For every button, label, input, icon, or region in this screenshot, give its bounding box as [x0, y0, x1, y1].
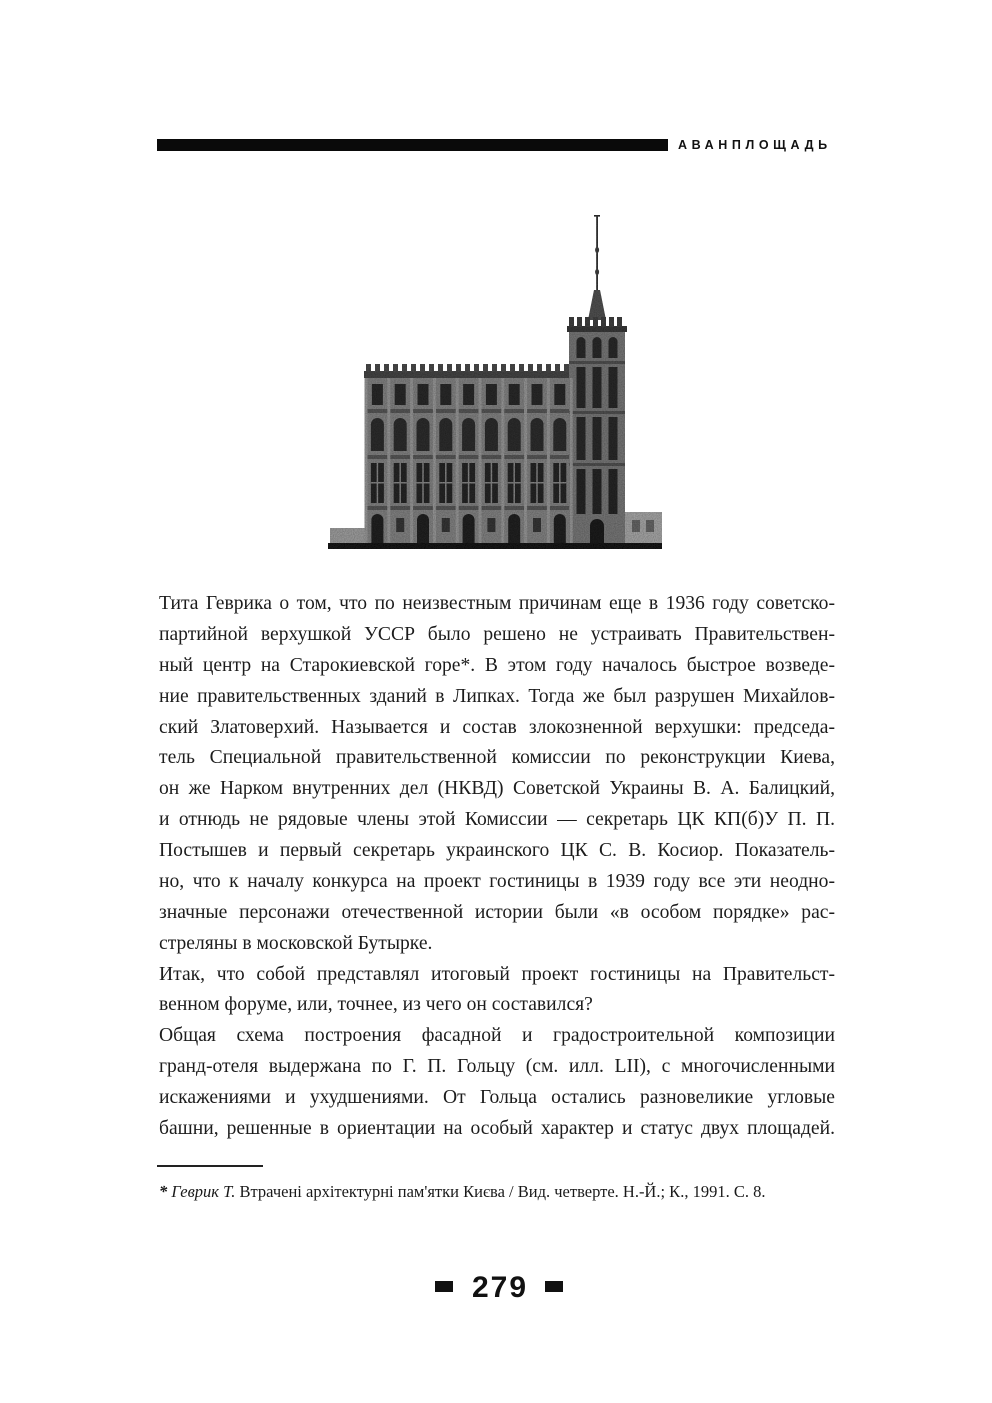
ground-window	[396, 518, 404, 532]
ground-line	[328, 543, 662, 549]
building-elevation-illustration	[320, 205, 670, 555]
pilaster	[365, 378, 368, 543]
body-text	[159, 589, 835, 1145]
tower-string-course	[569, 463, 625, 466]
main-merlon	[465, 364, 470, 372]
text-line: ский Златоверхий. Называется и состав злокозненной верхушки: председа-	[159, 716, 835, 738]
window-transom	[553, 482, 566, 484]
tower-string-course	[569, 411, 625, 414]
text-line: стреляны в московской Бутырке.	[159, 932, 433, 954]
tower-portal	[590, 519, 604, 543]
spire-base	[588, 290, 606, 320]
tower-window	[609, 417, 618, 460]
main-merlon	[366, 364, 371, 372]
window-upper	[395, 384, 406, 405]
text-line: гранд-отеля выдержана по Г. П. Гольцу (см. илл. LII), с многочисленными	[159, 1056, 835, 1078]
window-upper	[532, 384, 543, 405]
text-line: тель Специальной правительственной комиссии по реконструкции Киева,	[159, 747, 835, 769]
ground-window	[442, 518, 450, 532]
main-string-course	[366, 506, 571, 510]
text-line: ный центр на Старокиевской горе*. В этом году началось быстрое возведе-	[159, 654, 835, 676]
main-merlon	[429, 364, 434, 372]
text-line: искажениями и ухудшениями. От Гольца остались разновеликие угловые	[159, 1087, 835, 1108]
page-number: 279	[472, 1271, 529, 1304]
left-low-wall	[330, 528, 368, 544]
text-line: значные персонажи отечественной истории были «в особом порядке» рас-	[159, 901, 835, 923]
text-line: Постышев и первый секретарь украинского ЦК С. В. Косиор. Показатель-	[159, 840, 835, 861]
ground-arch	[371, 514, 383, 543]
main-merlon	[420, 364, 425, 372]
tower-merlon	[601, 317, 606, 327]
paragraph	[159, 960, 835, 1022]
main-merlon	[474, 364, 479, 372]
ground-window	[533, 518, 541, 532]
folio-right-mark	[545, 1281, 563, 1292]
main-merlon	[546, 364, 551, 372]
main-merlon	[384, 364, 389, 372]
main-merlon	[537, 364, 542, 372]
tower-window-top	[609, 337, 618, 358]
main-merlon	[519, 364, 524, 372]
main-merlon	[393, 364, 398, 372]
pilaster	[501, 378, 504, 543]
window-transom	[417, 482, 430, 484]
main-merlon	[456, 364, 461, 372]
window-arched	[508, 418, 521, 451]
text-line: венном форуме, или, точнее, из чего он составился?	[159, 994, 593, 1016]
tower-window	[593, 417, 602, 460]
footnote-rule	[157, 1165, 263, 1167]
main-string-course	[366, 455, 571, 459]
window-upper	[509, 384, 520, 405]
window-arched	[553, 418, 566, 451]
main-merlon	[483, 364, 488, 372]
main-merlon	[375, 364, 380, 372]
tower-merlon	[617, 317, 622, 327]
annex-opening	[646, 520, 654, 532]
window-upper	[418, 384, 429, 405]
tower-window-top	[593, 337, 602, 358]
window-upper	[486, 384, 497, 405]
pilaster	[433, 378, 436, 543]
main-merlon	[438, 364, 443, 372]
text-line: партийной верхушкой УССР было решено не устраивать Правительствен-	[159, 623, 835, 645]
text-line: ние правительственных зданий в Липках. Тогда же был разрушен Михайлов-	[159, 685, 835, 707]
ground-arch	[508, 514, 520, 543]
main-string-course	[366, 409, 571, 413]
main-merlon	[501, 364, 506, 372]
window-transom	[485, 482, 498, 484]
tower-window	[609, 367, 618, 408]
pilaster	[570, 378, 573, 543]
window-transom	[394, 482, 407, 484]
window-transom	[371, 482, 384, 484]
main-merlon	[402, 364, 407, 372]
text-line: Тита Геврика о том, что по неизвестным причинам еще в 1936 году советско-	[159, 593, 835, 614]
window-transom	[531, 482, 544, 484]
footnote-citation: Втрачені архітектурні пам'ятки Києва / Вид. четверте. Н.-Й.; К., 1991. С. 8.	[239, 1182, 766, 1201]
tower-window-top	[577, 337, 586, 358]
ground-window	[487, 518, 495, 532]
window-transom	[508, 482, 521, 484]
window-arched	[439, 418, 452, 451]
paragraph	[159, 1021, 835, 1145]
text-line: он же Нарком внутренних дел (НКВД) Советской Украины В. А. Балицкий,	[159, 778, 835, 800]
window-arched	[394, 418, 407, 451]
text-line: Итак, что собой представлял итоговый проект гостиницы на Правительст-	[159, 963, 835, 985]
main-merlon	[447, 364, 452, 372]
tower-string-course	[569, 361, 625, 364]
pilaster	[479, 378, 482, 543]
window-arched	[462, 418, 475, 451]
main-merlon	[555, 364, 560, 372]
ground-arch	[554, 514, 566, 543]
text-line: Общая схема построения фасадной и градостроительной композиции	[159, 1025, 835, 1047]
footnote-marker: *	[159, 1182, 168, 1201]
tower-window	[577, 469, 586, 514]
tower-window	[609, 469, 618, 514]
tower-merlon	[609, 317, 614, 327]
main-merlon	[528, 364, 533, 372]
main-cornice	[364, 371, 573, 378]
spire-knob	[595, 269, 599, 275]
ground-arch	[463, 514, 475, 543]
tower-merlon	[585, 317, 590, 327]
window-arched	[371, 418, 384, 451]
window-upper	[440, 384, 451, 405]
main-merlon	[510, 364, 515, 372]
window-arched	[485, 418, 498, 451]
text-line: но, что к началу конкурса на проект гостиницы в 1939 году все эти неодно-	[159, 870, 835, 892]
running-header-title: АВАНПЛОЩАДЬ	[678, 138, 832, 152]
paragraph	[159, 589, 835, 960]
main-merlon	[411, 364, 416, 372]
tower-window	[577, 417, 586, 460]
pilaster	[547, 378, 550, 543]
annex-opening	[632, 520, 640, 532]
window-arched	[531, 418, 544, 451]
tower-merlon	[569, 317, 574, 327]
folio-left-mark	[435, 1281, 453, 1292]
footnote-author: Геврик Т.	[171, 1182, 236, 1201]
footnote	[159, 1182, 765, 1202]
text-line: башни, решенные в ориентации на особый характер и статус двух площадей.	[159, 1117, 835, 1139]
tower-window	[577, 367, 586, 408]
building	[328, 215, 662, 549]
header-rule	[157, 139, 668, 151]
tower-window	[593, 367, 602, 408]
main-merlon	[492, 364, 497, 372]
tower-merlon	[593, 317, 598, 327]
pilaster	[524, 378, 527, 543]
text-line: и отнюдь не рядовые члены этой Комиссии — секретарь ЦК КП(б)У П. П.	[159, 809, 835, 831]
pilaster	[410, 378, 413, 543]
window-transom	[439, 482, 452, 484]
window-upper	[463, 384, 474, 405]
spire-knob	[595, 247, 599, 253]
tower-window	[593, 469, 602, 514]
tower-merlon	[577, 317, 582, 327]
pilaster	[456, 378, 459, 543]
main-merlon	[564, 364, 569, 372]
window-transom	[462, 482, 475, 484]
window-upper	[554, 384, 565, 405]
ground-arch	[417, 514, 429, 543]
right-annex	[625, 512, 662, 545]
window-arched	[417, 418, 430, 451]
window-upper	[372, 384, 383, 405]
spire-mast	[596, 215, 598, 295]
pilaster	[387, 378, 390, 543]
